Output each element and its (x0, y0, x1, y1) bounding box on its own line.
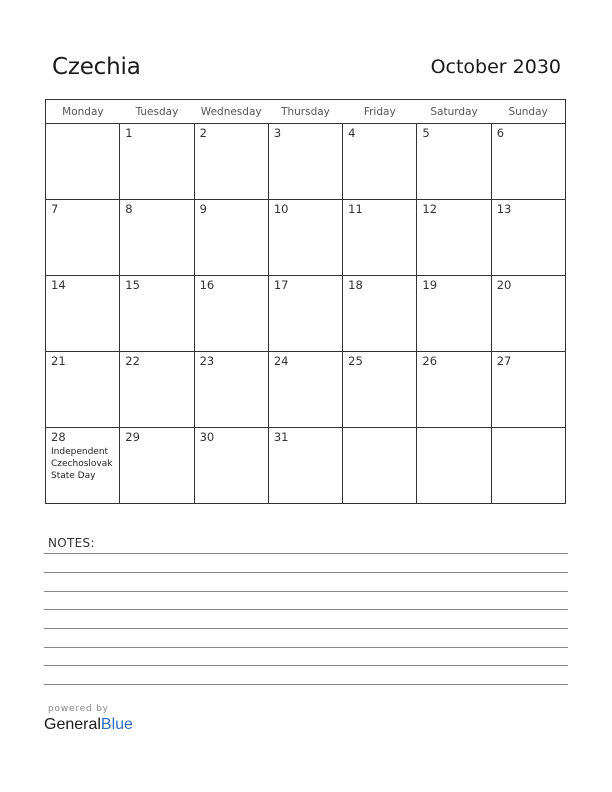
page-header (0, 0, 612, 100)
note-line (44, 628, 568, 629)
note-line (44, 684, 568, 685)
day-cell (46, 352, 120, 428)
day-cell (343, 200, 417, 276)
day-cell (120, 124, 194, 200)
day-number: 7 (51, 202, 59, 216)
weekday-header: Saturday (417, 100, 491, 124)
day-number: 19 (422, 278, 438, 292)
day-number: 2 (199, 126, 207, 140)
weekday-header: Thursday (268, 100, 342, 124)
brand-logo (44, 716, 133, 734)
day-cell (343, 276, 417, 352)
day-number: 22 (125, 354, 140, 368)
day-cell (194, 276, 268, 352)
day-number: 10 (273, 202, 289, 216)
day-cell (194, 124, 268, 200)
country-title: Czechia (52, 54, 141, 80)
weekday-header-row (46, 100, 566, 124)
day-number: 31 (273, 430, 289, 444)
note-line (44, 609, 568, 610)
day-cell (417, 428, 491, 504)
day-cell (46, 276, 120, 352)
day-number: 4 (348, 126, 356, 140)
day-cell (343, 352, 417, 428)
notes-label: NOTES: (48, 536, 95, 550)
week-row (46, 428, 566, 504)
day-cell (491, 124, 565, 200)
day-cell (46, 428, 120, 504)
day-number: 11 (348, 202, 363, 216)
day-cell (46, 124, 120, 200)
week-row (46, 200, 566, 276)
day-cell (268, 428, 342, 504)
day-number: 23 (199, 354, 215, 368)
day-cell (491, 428, 565, 504)
month-title: October 2030 (430, 56, 561, 78)
brand-blue: Blue (100, 716, 133, 733)
day-number: 8 (125, 202, 133, 216)
day-number: 26 (422, 354, 438, 368)
day-number: 18 (348, 278, 363, 292)
day-cell (268, 276, 342, 352)
day-cell (268, 124, 342, 200)
day-cell (491, 276, 565, 352)
day-cell (417, 352, 491, 428)
day-number: 25 (348, 354, 363, 368)
day-number: 24 (273, 354, 289, 368)
day-number: 1 (125, 126, 133, 140)
weekday-header: Monday (46, 100, 120, 124)
day-number: 28 (51, 430, 66, 444)
day-cell (120, 428, 194, 504)
day-cell (194, 352, 268, 428)
day-cell (268, 200, 342, 276)
holiday-label: Independent Czechoslovak State Day (51, 447, 113, 481)
day-cell (417, 276, 491, 352)
day-cell (417, 124, 491, 200)
day-number: 3 (273, 126, 282, 140)
brand-general: General (44, 716, 101, 733)
day-cell (120, 276, 194, 352)
week-row (46, 352, 566, 428)
day-cell (343, 124, 417, 200)
day-cell (46, 200, 120, 276)
day-number: 16 (199, 278, 215, 292)
week-row (46, 124, 566, 200)
day-cell (120, 200, 194, 276)
day-number: 20 (496, 278, 512, 292)
note-line (44, 591, 568, 592)
day-number: 17 (273, 278, 289, 292)
note-line (44, 665, 568, 666)
day-cell (417, 200, 491, 276)
day-cell (491, 352, 565, 428)
day-number: 13 (496, 202, 512, 216)
day-number: 5 (422, 126, 430, 140)
day-number: 29 (125, 430, 140, 444)
note-line (44, 647, 568, 648)
day-number: 15 (125, 278, 140, 292)
day-number: 6 (496, 126, 505, 140)
day-cell (194, 200, 268, 276)
day-number: 30 (199, 430, 215, 444)
week-row (46, 276, 566, 352)
day-cell (268, 352, 342, 428)
weekday-header: Sunday (491, 100, 565, 124)
weekday-header: Wednesday (194, 100, 268, 124)
note-line (44, 553, 568, 554)
weekday-header: Tuesday (120, 100, 194, 124)
day-cell (343, 428, 417, 504)
day-number: 12 (422, 202, 438, 216)
day-number: 14 (51, 278, 66, 292)
day-number: 9 (199, 202, 207, 216)
note-line (44, 572, 568, 573)
day-cell (120, 352, 194, 428)
day-number: 27 (496, 354, 512, 368)
day-cell (491, 200, 565, 276)
calendar-grid (45, 99, 566, 504)
weekday-header: Friday (343, 100, 417, 124)
powered-by-text: powered by (48, 704, 109, 714)
day-number: 21 (51, 354, 66, 368)
day-cell (194, 428, 268, 504)
